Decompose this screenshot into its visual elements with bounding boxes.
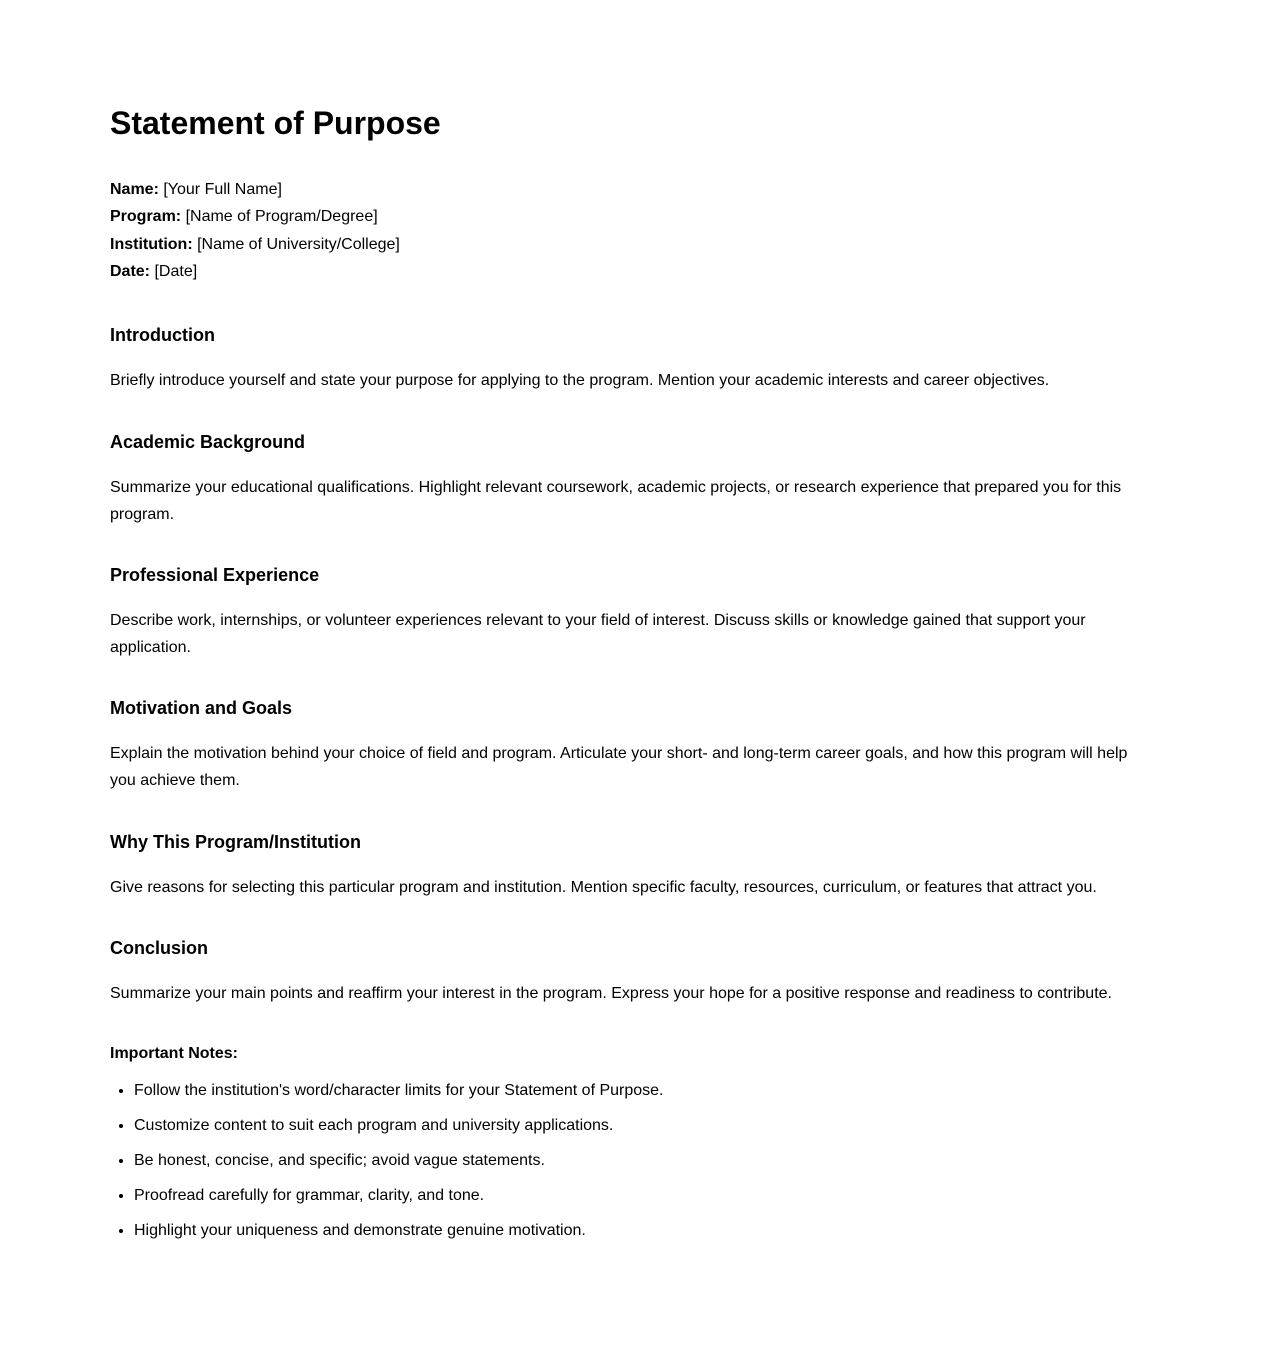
- section-heading: Professional Experience: [110, 565, 320, 586]
- section-body: Describe work, internships, or volunteer experiences relevant to your field of interest. Discuss skills or knowledge gained that support your application.: [110, 612, 1086, 657]
- important-notes: [110, 1043, 1133, 1242]
- section-heading: Academic Background: [110, 432, 306, 453]
- section-professional-experience: [110, 562, 1133, 661]
- meta-value: [Your Full Name]: [163, 181, 282, 198]
- meta-label: Name:: [110, 181, 159, 198]
- meta-value: [Name of University/College]: [197, 235, 400, 253]
- meta-institution: [110, 231, 1133, 258]
- meta-date: [110, 258, 1133, 285]
- meta-label: Program:: [110, 208, 182, 226]
- section-introduction: [110, 322, 1133, 394]
- applicant-details: [110, 176, 1133, 285]
- section-heading: Conclusion: [110, 938, 208, 959]
- section-body: Summarize your main points and reaffirm your interest in the program. Express your hope for a positive response and readiness to contribute.: [110, 985, 1112, 1003]
- list-item: • Follow the institution's word/character limits for your Statement of Purpose.: [134, 1080, 1133, 1102]
- page-title: Statement of Purpose: [110, 105, 441, 141]
- meta-program: [110, 203, 1133, 230]
- section-body: Summarize your educational qualifications. Highlight relevant coursework, academic projects, or research experience that prepared you for this program.: [110, 479, 1122, 524]
- section-conclusion: [110, 935, 1133, 1007]
- list-item: • Highlight your uniqueness and demonstrate genuine motivation.: [134, 1220, 1133, 1242]
- list-item: • Be honest, concise, and specific; avoid vague statements.: [134, 1150, 1133, 1172]
- section-why-this-program: [110, 829, 1133, 901]
- meta-label: Institution:: [110, 235, 193, 253]
- section-heading: Motivation and Goals: [110, 698, 293, 719]
- section-heading: Introduction: [110, 325, 215, 346]
- section-body: Briefly introduce yourself and state your purpose for applying to the program. Mention your academic interests and career objectives.: [110, 372, 1050, 390]
- list-item: • Proofread carefully for grammar, clarity, and tone.: [134, 1185, 1133, 1207]
- notes-list: [110, 1080, 1133, 1242]
- meta-value: [Date]: [154, 262, 198, 280]
- meta-label: Date:: [110, 262, 151, 280]
- meta-name: [110, 176, 1133, 203]
- section-body: Explain the motivation behind your choice of field and program. Articulate your short- and long-term career goals, and how this program will help you achieve them.: [110, 745, 1128, 790]
- list-item: • Customize content to suit each program and university applications.: [134, 1115, 1133, 1137]
- section-motivation-goals: [110, 695, 1133, 794]
- section-body: Give reasons for selecting this particular program and institution. Mention specific faculty, resources, curriculum, or features that attract you.: [110, 879, 1097, 897]
- meta-value: [Name of Program/Degree]: [185, 208, 378, 226]
- section-heading: Why This Program/Institution: [110, 832, 361, 853]
- notes-title: Important Notes:: [110, 1045, 238, 1063]
- section-academic-background: [110, 429, 1133, 528]
